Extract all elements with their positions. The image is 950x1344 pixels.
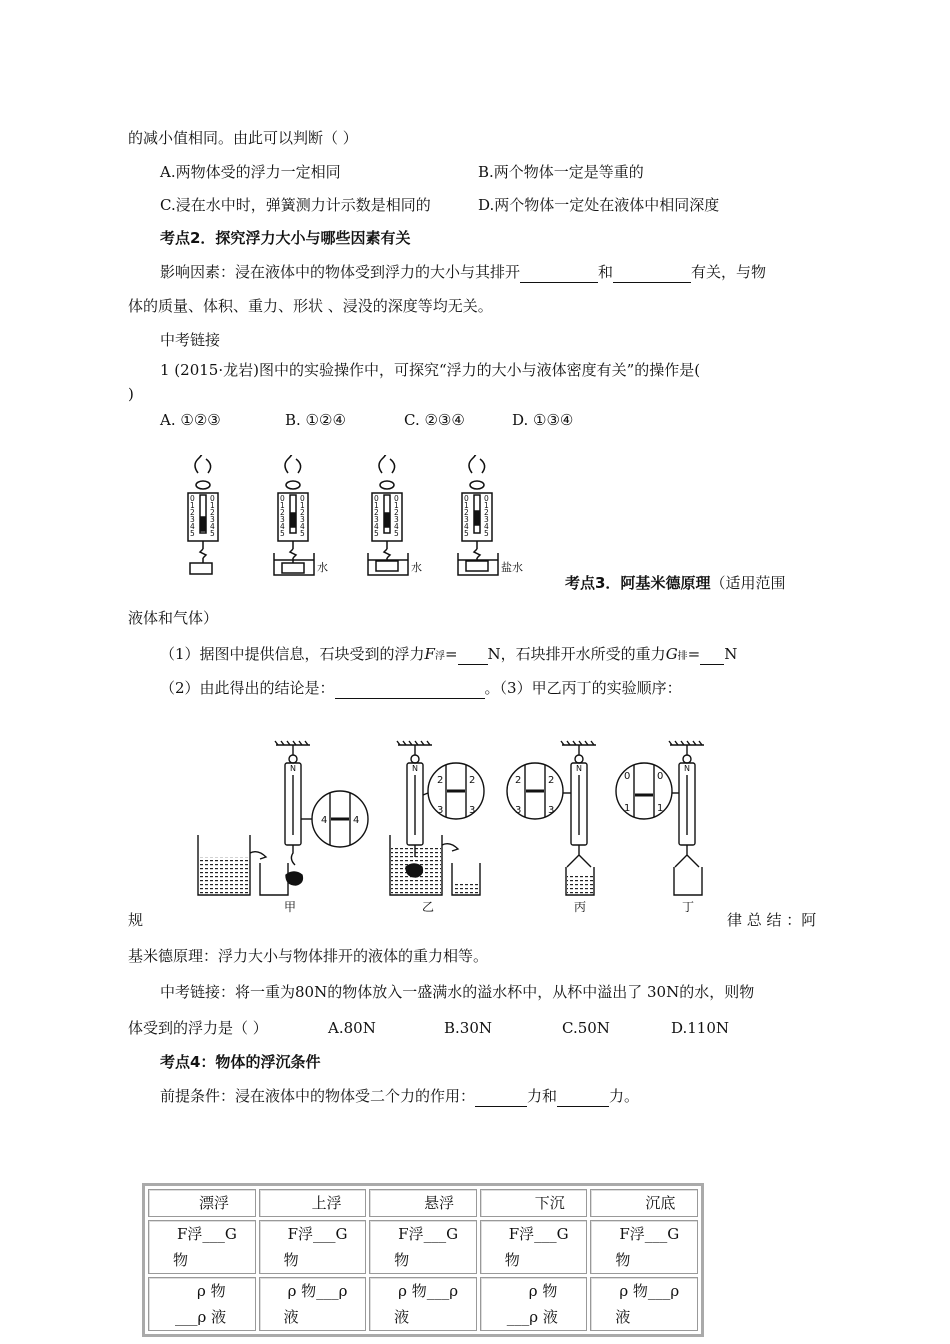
table-cell	[480, 1220, 588, 1274]
svg-text:0: 0	[464, 494, 469, 503]
cell-line: ρ 物___ρ	[287, 1282, 348, 1300]
kp3-link-a: 中考链接：将一重为80N的物体放入一盛满水的溢水杯中，从杯中溢出了 30N的水，则物	[160, 983, 755, 1001]
zoom-bing-2l: 2	[515, 775, 522, 786]
n-label-yi: N	[412, 764, 418, 773]
zoom-ding-1l: 1	[624, 803, 631, 814]
zoom-jia-right: 4	[353, 815, 360, 826]
svg-text:2: 2	[374, 508, 379, 517]
svg-text:5: 5	[374, 529, 379, 538]
cell-line: ρ 物	[528, 1282, 558, 1300]
kp2-factor-c: 体的质量、体积、重力、形状 、浸没的深度等均无关。	[128, 297, 493, 315]
kp3-q2-text: （2）由此得出的结论是：	[160, 679, 335, 697]
kp3-scope-b: 液体和气体）	[128, 609, 219, 627]
svg-text:2: 2	[484, 508, 489, 517]
summary-b: 律 总 结 ：阿	[727, 911, 817, 929]
svg-text:3: 3	[374, 515, 379, 524]
svg-text:4: 4	[374, 522, 379, 531]
kp3-q3-text: 。（3）甲乙丙丁的实验顺序：	[484, 679, 682, 697]
blank	[335, 678, 485, 699]
sub-pai: 排	[677, 651, 688, 662]
svg-text:0: 0	[300, 494, 305, 503]
svg-text:3: 3	[484, 515, 489, 524]
kp2-factor-line	[160, 262, 766, 283]
zoom-bing-3l: 3	[515, 805, 522, 816]
svg-text:2: 2	[300, 508, 305, 517]
table-cell	[590, 1220, 698, 1274]
svg-text:4: 4	[484, 522, 489, 531]
svg-text:3: 3	[300, 515, 305, 524]
svg-text:2: 2	[394, 508, 399, 517]
svg-text:1: 1	[484, 501, 489, 510]
svg-text:3: 3	[210, 515, 215, 524]
zoom-yi-2l: 2	[437, 775, 444, 786]
svg-text:1: 1	[300, 501, 305, 510]
table-cell	[480, 1277, 588, 1331]
svg-text:3: 3	[464, 515, 469, 524]
svg-text:0: 0	[484, 494, 489, 503]
svg-text:4: 4	[300, 522, 305, 531]
kp3-link-opt-c: C.50N	[562, 1019, 610, 1037]
table-row-force	[148, 1220, 698, 1274]
svg-text:3: 3	[190, 515, 195, 524]
table-cell	[369, 1220, 477, 1274]
cell-line: ___ρ 液	[506, 1308, 558, 1326]
table-cell	[590, 1277, 698, 1331]
kp2-question-close: )	[128, 385, 134, 403]
svg-text:1: 1	[464, 501, 469, 510]
kp3-q1-a: （1）据图中提供信息，石块受到的浮力	[160, 645, 425, 663]
svg-text:1: 1	[280, 501, 285, 510]
svg-text:5: 5	[464, 529, 469, 538]
kp2-factor-and: 和	[598, 263, 614, 281]
option-c: C.浸在水中时，弹簧测力计示数是相同的	[160, 196, 431, 214]
liquid-label-water-1: 水	[317, 561, 328, 574]
kp2-question: 1 (2015·龙岩)图中的实验操作中，可探究“浮力的大小与液体密度有关”的操作是(	[160, 361, 701, 379]
question-stem-end: 的减小值相同。由此可以判断（ ）	[128, 129, 358, 147]
cell-line: 液	[394, 1308, 410, 1326]
kp3-q1: （1）据图中提供信息，石块受到的浮力F浮= N，石块排开水所受的重力G排= N	[160, 645, 738, 663]
kp2-option-d: D. ①③④	[512, 411, 574, 429]
svg-text:5: 5	[280, 529, 285, 538]
svg-text:3: 3	[394, 515, 399, 524]
zoom-bing-3r: 3	[548, 805, 555, 816]
zoom-ding-0r: 0	[657, 771, 664, 782]
kp3-link-opt-a: A.80N	[328, 1019, 376, 1037]
svg-text:2: 2	[190, 508, 195, 517]
cell-line: F浮___G	[508, 1225, 569, 1243]
kp3-link-opt-d: D.110N	[671, 1019, 730, 1037]
header-xuanfu: 悬浮	[369, 1189, 477, 1217]
kp2-link-label: 中考链接	[160, 331, 221, 349]
cell-line: ρ 物	[197, 1282, 226, 1300]
svg-text:5: 5	[394, 529, 399, 538]
zoom-jia-left: 4	[321, 815, 328, 826]
cell-line: F浮___G	[398, 1225, 459, 1243]
summary-a: 规	[128, 911, 144, 929]
svg-text:4: 4	[210, 522, 215, 531]
svg-text:5: 5	[300, 529, 305, 538]
svg-text:2: 2	[210, 508, 215, 517]
kp3-link-opt-b: B.30N	[444, 1019, 493, 1037]
option-a: A.两物体受的浮力一定相同	[160, 163, 341, 181]
svg-text:0: 0	[190, 494, 195, 503]
header-shangfu: 上浮	[259, 1189, 367, 1217]
blank	[613, 262, 691, 283]
setup-bing	[507, 741, 596, 895]
option-d: D.两个物体一定处在液体中相同深度	[478, 196, 720, 214]
table-cell	[369, 1277, 477, 1331]
cell-line: 液	[615, 1308, 631, 1326]
svg-text:1: 1	[374, 501, 379, 510]
liquid-label-saltwater: 盐水	[501, 561, 523, 574]
option-b: B.两个物体一定是等重的	[478, 163, 644, 181]
n-label-bing: N	[576, 764, 582, 773]
setup-jia	[198, 741, 368, 895]
symbol-G: G	[665, 645, 678, 663]
zoom-bing-2r: 2	[548, 775, 555, 786]
svg-text:5: 5	[484, 529, 489, 538]
buoyancy-conditions-table	[142, 1183, 704, 1337]
cell-line: F浮___G	[619, 1225, 680, 1243]
svg-text:4: 4	[464, 522, 469, 531]
setup-yi	[390, 741, 484, 895]
svg-text:0: 0	[394, 494, 399, 503]
cell-line: 物	[504, 1251, 520, 1269]
kp3-heading: 考点3．阿基米德原理	[565, 574, 711, 592]
kp2-factor-a: 影响因素：浸在液体中的物体受到浮力的大小与其排开	[160, 263, 521, 281]
kp4-premise-c: 力。	[609, 1087, 640, 1105]
cell-line: F浮___G	[177, 1225, 237, 1243]
kp2-factor-b: 有关，与物	[691, 263, 767, 281]
zoom-yi-3r: 3	[469, 805, 476, 816]
table-cell	[259, 1277, 367, 1331]
n-label-jia: N	[290, 764, 296, 773]
svg-text:4: 4	[190, 522, 195, 531]
fig-label-ding: 丁	[682, 900, 695, 913]
svg-text:1: 1	[394, 501, 399, 510]
kp2-option-c: C. ②③④	[404, 411, 465, 429]
fig-label-jia: 甲	[284, 900, 297, 913]
cell-line: F浮___G	[287, 1225, 348, 1243]
svg-text:4: 4	[280, 522, 285, 531]
svg-text:2: 2	[280, 508, 285, 517]
fig-label-bing: 丙	[574, 900, 587, 913]
svg-text:5: 5	[190, 529, 195, 538]
zoom-yi-2r: 2	[469, 775, 476, 786]
blank	[557, 1086, 609, 1107]
zoom-yi-3l: 3	[437, 805, 444, 816]
table-cell	[259, 1220, 367, 1274]
cell-line: 物	[173, 1251, 189, 1269]
kp3-q2	[160, 678, 682, 699]
table-cell	[148, 1220, 256, 1274]
cell-line: ___ρ 液	[175, 1308, 227, 1326]
blank	[458, 644, 488, 665]
table-header-row	[148, 1189, 698, 1217]
cell-line: ρ 物___ρ	[619, 1282, 680, 1300]
svg-text:3: 3	[280, 515, 285, 524]
spring-scale-figure	[170, 455, 550, 580]
header-xiachen: 下沉	[480, 1189, 588, 1217]
kp3-link-b: 体受到的浮力是（ ）	[128, 1019, 268, 1037]
table-row-density	[148, 1277, 698, 1331]
cell-line: 液	[283, 1308, 299, 1326]
kp3-q1-c: N	[724, 645, 738, 663]
blank	[520, 262, 598, 283]
svg-text:2: 2	[464, 508, 469, 517]
header-piaofu: 漂浮	[148, 1189, 256, 1217]
zoom-ding-1r: 1	[657, 803, 664, 814]
kp3-scope-a: （适用范围	[710, 574, 786, 592]
summary-c: 基米德原理：浮力大小与物体排开的液体的重力相等。	[128, 947, 489, 965]
svg-text:5: 5	[210, 529, 215, 538]
svg-text:0: 0	[210, 494, 215, 503]
n-label-ding: N	[684, 764, 690, 773]
svg-text:1: 1	[210, 501, 215, 510]
fig-label-yi: 乙	[422, 900, 435, 913]
kp2-option-a: A. ①②③	[160, 411, 221, 429]
zoom-ding-0l: 0	[624, 771, 631, 782]
kp2-heading: 考点2．探究浮力大小与哪些因素有关	[160, 229, 411, 247]
cell-line: 物	[394, 1251, 410, 1269]
header-chendi: 沉底	[590, 1189, 698, 1217]
kp4-premise-b: 力和	[527, 1087, 558, 1105]
setup-ding	[616, 741, 704, 895]
cell-line: ρ 物___ρ	[398, 1282, 459, 1300]
svg-text:4: 4	[394, 522, 399, 531]
blank	[700, 644, 724, 665]
kp4-heading: 考点4：物体的浮沉条件	[160, 1053, 321, 1071]
cell-line: 物	[283, 1251, 299, 1269]
kp3-heading-line	[565, 573, 785, 593]
archimedes-figure	[190, 735, 730, 913]
symbol-F: F	[424, 645, 435, 663]
table-cell	[148, 1277, 256, 1331]
kp3-q1-b: N，石块排开水所受的重力	[487, 645, 666, 663]
svg-text:1: 1	[190, 501, 195, 510]
svg-text:0: 0	[280, 494, 285, 503]
svg-text:0: 0	[374, 494, 379, 503]
kp4-premise-a: 前提条件：浸在液体中的物体受二个力的作用：	[160, 1087, 476, 1105]
sub-fu: 浮	[434, 651, 445, 662]
blank	[475, 1086, 527, 1107]
kp4-premise	[160, 1086, 639, 1107]
liquid-label-water-2: 水	[411, 561, 422, 574]
kp2-option-b: B. ①②④	[285, 411, 346, 429]
cell-line: 物	[615, 1251, 631, 1269]
